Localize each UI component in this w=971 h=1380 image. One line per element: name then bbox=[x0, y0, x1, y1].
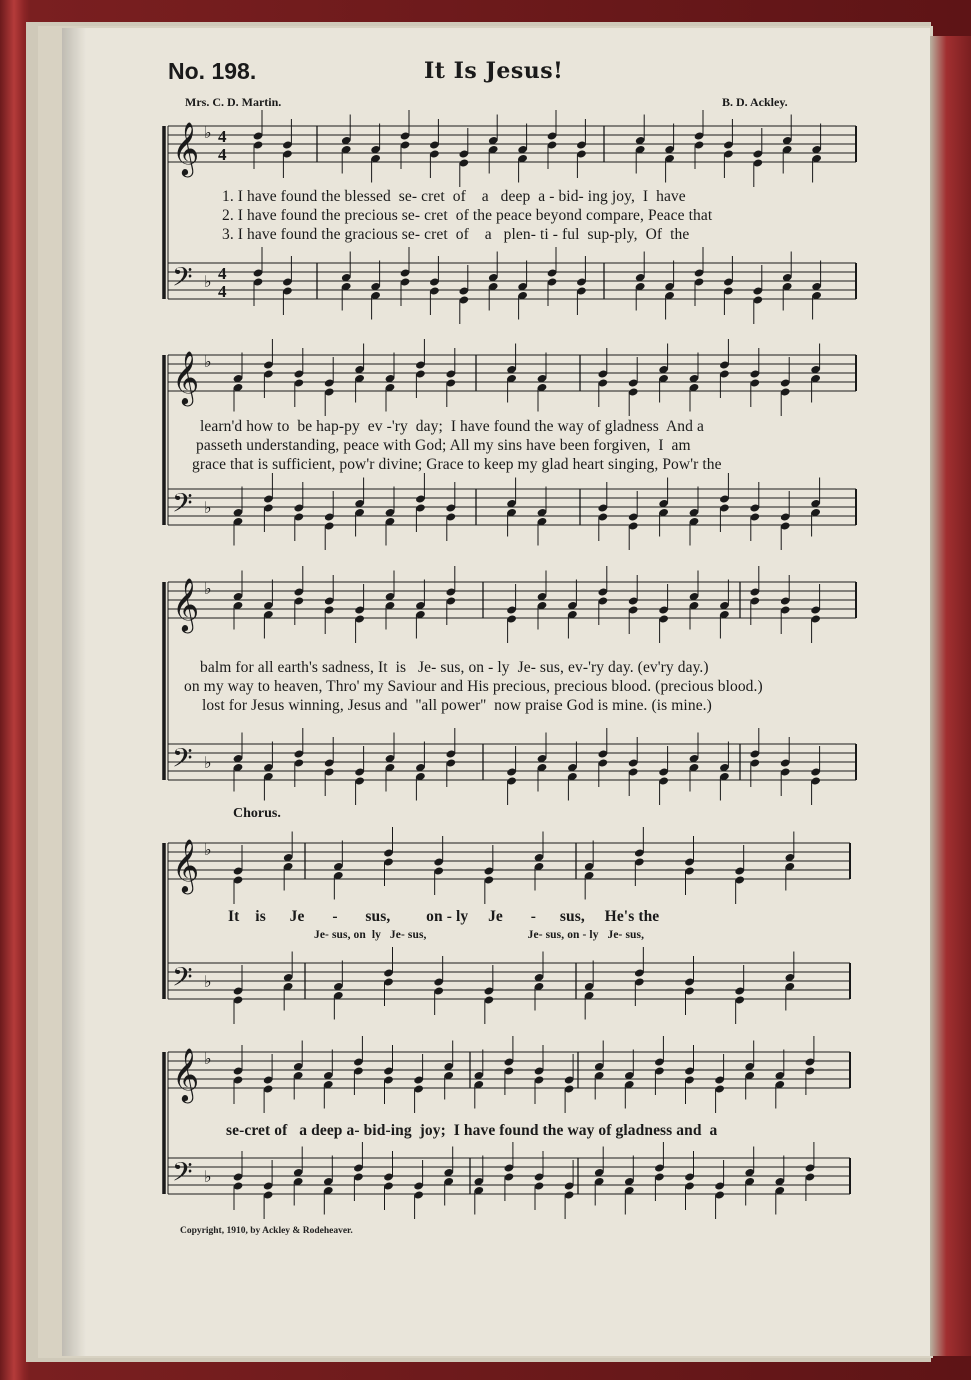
svg-text:𝄢: 𝄢 bbox=[172, 1156, 193, 1194]
svg-text:𝄞: 𝄞 bbox=[172, 350, 200, 404]
verse-2-line-1: 2. I have found the precious se- cret of the peace beyond compare, Peace that bbox=[222, 207, 713, 224]
svg-text:♭: ♭ bbox=[204, 753, 212, 772]
svg-text:𝄢: 𝄢 bbox=[172, 742, 193, 780]
chorus-line-1: It is Je - sus, on - ly Je - sus, He's the bbox=[228, 908, 660, 925]
hymn-number: No. 198. bbox=[168, 58, 257, 84]
hymn-title: It Is Jesus! bbox=[424, 58, 564, 84]
svg-text:♭: ♭ bbox=[204, 272, 212, 291]
verse-3-line-2: grace that is sufficient, pow'r divine; Grace to keep my glad heart singing, Pow'r the bbox=[192, 456, 722, 473]
svg-text:𝄢: 𝄢 bbox=[172, 487, 193, 525]
chorus-line-2: se-cret of a deep a- bid-ing joy; I have found the way of gladness and a bbox=[226, 1122, 718, 1139]
composer-credit: B. D. Ackley. bbox=[722, 95, 788, 109]
verse-3-line-1: 3. I have found the gracious se- cret of a plen- ti - ful sup-ply, Of the bbox=[222, 226, 690, 243]
svg-text:4: 4 bbox=[218, 264, 227, 283]
chorus-echo: Je- sus, on ly Je- sus, Je- sus, on - ly Je- sus, bbox=[314, 929, 645, 941]
lyricist-credit: Mrs. C. D. Martin. bbox=[185, 95, 282, 109]
svg-text:♭: ♭ bbox=[204, 972, 212, 991]
verse-2-line-3: on my way to heaven, Thro' my Saviour and His precious, precious blood. (precious blood.) bbox=[184, 678, 763, 695]
verse-2-line-2: passeth understanding, peace with God; All my sins have been forgiven, I am bbox=[196, 437, 691, 454]
verse-3-line-3: lost for Jesus winning, Jesus and ''all power'' now praise God is mine. (is mine.) bbox=[202, 697, 712, 714]
verse-1-line-3: balm for all earth's sadness, It is Je- sus, on - ly Je- sus, ev-'ry day. (ev'ry day.) bbox=[200, 659, 709, 676]
svg-text:𝄢: 𝄢 bbox=[172, 261, 193, 299]
svg-text:4: 4 bbox=[218, 127, 227, 146]
copyright-notice: Copyright, 1910, by Ackley & Rodeheaver. bbox=[180, 1226, 353, 1236]
chorus-label: Chorus. bbox=[233, 806, 281, 821]
svg-text:𝄞: 𝄞 bbox=[172, 121, 200, 175]
verse-1-line-2: learn'd how to be hap-py ev -'ry day; I have found the way of gladness And a bbox=[200, 418, 704, 435]
svg-text:♭: ♭ bbox=[204, 579, 212, 598]
svg-text:♭: ♭ bbox=[204, 1049, 212, 1068]
svg-text:♭: ♭ bbox=[204, 498, 212, 517]
svg-text:𝄢: 𝄢 bbox=[172, 961, 193, 999]
svg-text:♭: ♭ bbox=[204, 123, 212, 142]
svg-text:♭: ♭ bbox=[204, 1167, 212, 1186]
svg-text:4: 4 bbox=[218, 282, 227, 301]
svg-text:♭: ♭ bbox=[204, 352, 212, 371]
svg-text:𝄞: 𝄞 bbox=[172, 838, 200, 892]
svg-text:𝄞: 𝄞 bbox=[172, 1047, 200, 1101]
clefs bbox=[172, 121, 227, 1194]
verse-1-line-1: 1. I have found the blessed se- cret of a deep a - bid- ing joy, I have bbox=[222, 188, 686, 205]
svg-text:𝄞: 𝄞 bbox=[172, 577, 200, 631]
svg-text:4: 4 bbox=[218, 145, 227, 164]
svg-text:♭: ♭ bbox=[204, 840, 212, 859]
